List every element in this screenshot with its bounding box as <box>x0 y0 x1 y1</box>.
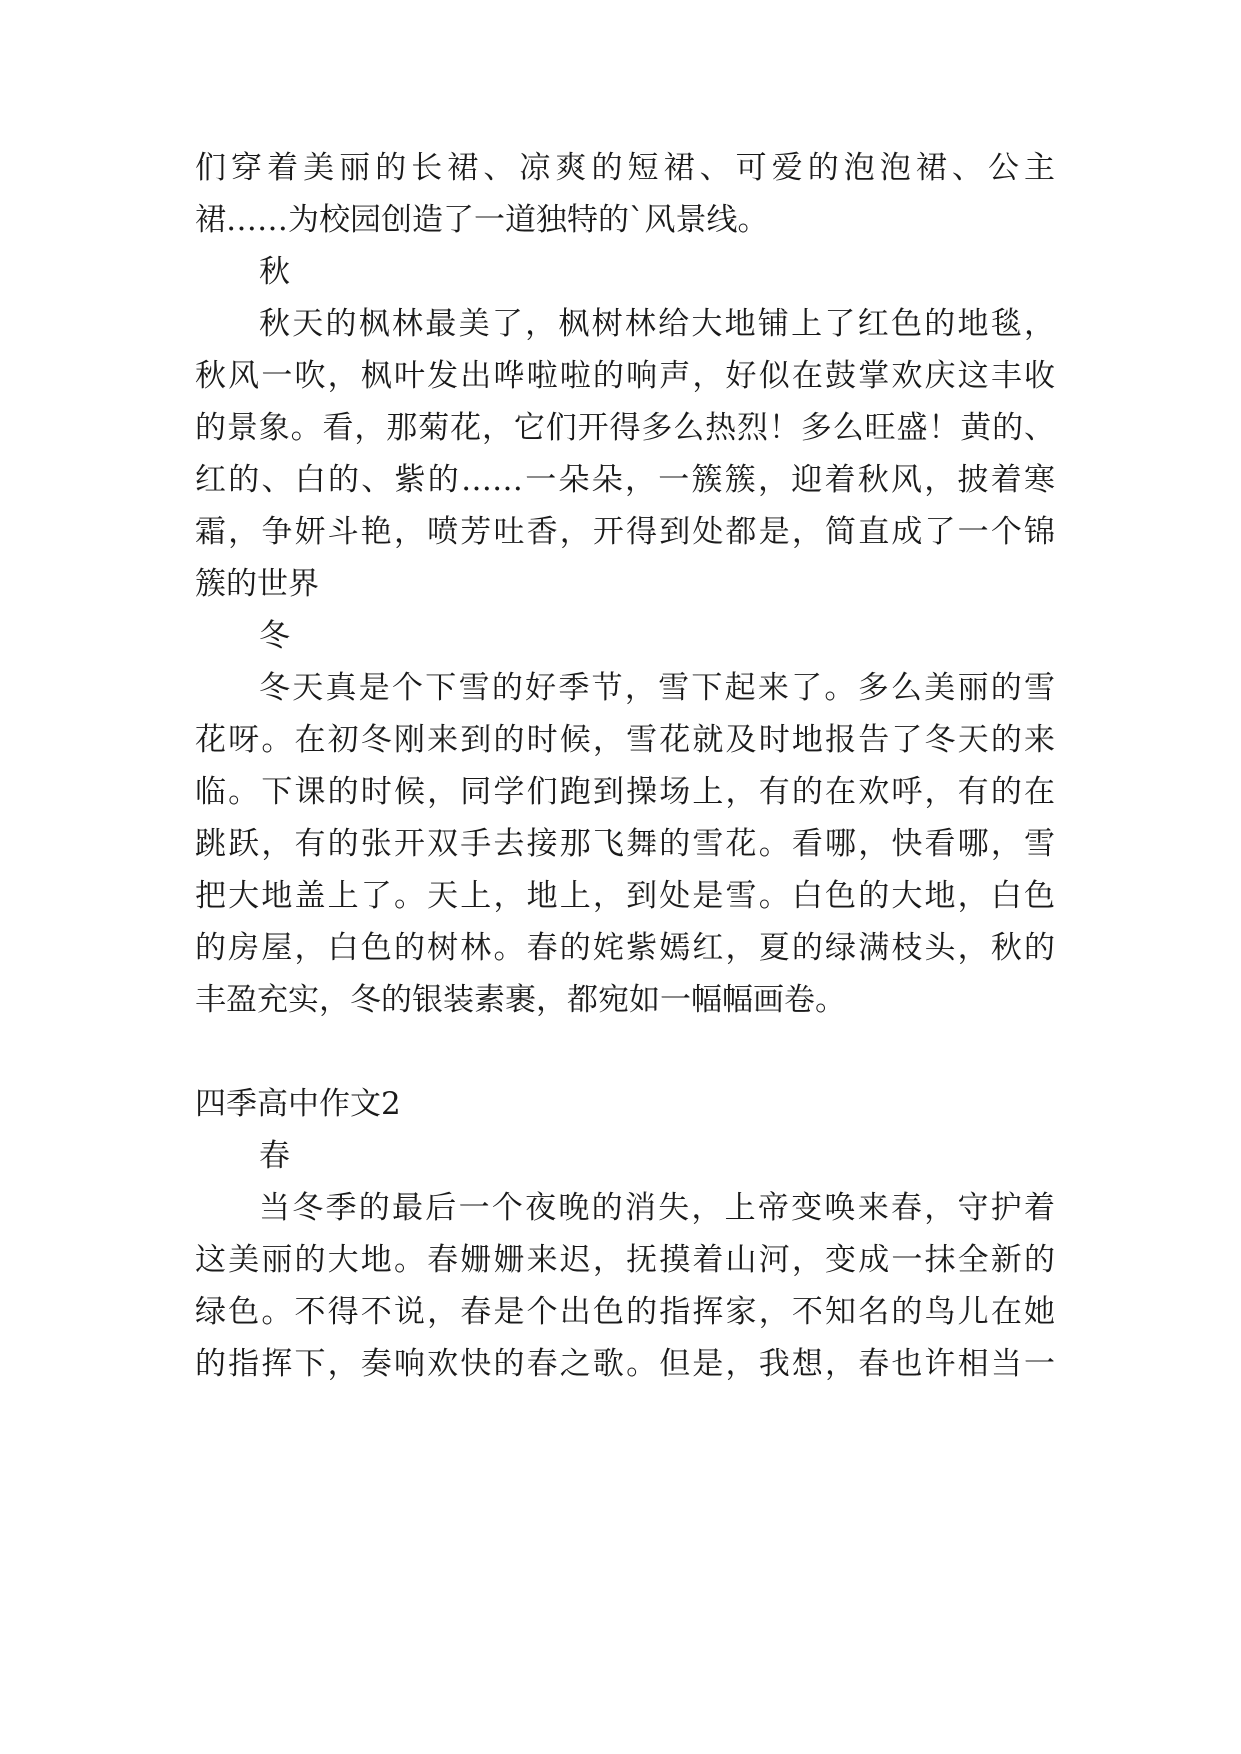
text-line: 当冬季的最后一个夜晚的消失，上帝变唤来春，守护着 <box>259 1190 1055 1226</box>
text-line: 红的、白的、紫的……一朵朵，一簇簇，迎着秋风，披着寒 <box>195 462 1055 498</box>
section-heading-spring: 春 <box>259 1138 290 1174</box>
section-heading-autumn: 秋 <box>259 254 290 290</box>
text-line: 的指挥下，奏响欢快的春之歌。但是，我想，春也许相当一 <box>195 1346 1055 1382</box>
text-line: 临。下课的时候，同学们跑到操场上，有的在欢呼，有的在 <box>195 774 1055 810</box>
text-line: 绿色。不得不说，春是个出色的指挥家，不知名的鸟儿在她 <box>195 1294 1055 1330</box>
essay-title: 四季高中作文2 <box>195 1086 401 1122</box>
text-line: 簇的世界 <box>195 566 319 602</box>
text-line: 丰盈充实，冬的银装素裹，都宛如一幅幅画卷。 <box>195 982 846 1018</box>
text-line: 秋风一吹，枫叶发出哗啦啦的响声，好似在鼓掌欢庆这丰收 <box>195 358 1055 394</box>
text-line: 跳跃，有的张开双手去接那飞舞的雪花。看哪，快看哪，雪 <box>195 826 1055 862</box>
section-heading-winter: 冬 <box>259 618 290 654</box>
text-line: 的房屋，白色的树林。春的姹紫嫣红，夏的绿满枝头，秋的 <box>195 930 1055 966</box>
text-line: 的景象。看，那菊花，它们开得多么热烈！多么旺盛！黄的、 <box>195 410 1055 446</box>
text-line: 们穿着美丽的长裙、凉爽的短裙、可爱的泡泡裙、公主 <box>195 150 1055 186</box>
text-line: 这美丽的大地。春姗姗来迟，抚摸着山河，变成一抹全新的 <box>195 1242 1055 1278</box>
text-line: 把大地盖上了。天上，地上，到处是雪。白色的大地，白色 <box>195 878 1055 914</box>
text-line: 秋天的枫林最美了，枫树林给大地铺上了红色的地毯， <box>259 306 1055 342</box>
text-line: 霜，争妍斗艳，喷芳吐香，开得到处都是，简直成了一个锦 <box>195 514 1055 550</box>
text-line: 裙……为校园创造了一道独特的`风景线。 <box>195 202 769 238</box>
text-line: 花呀。在初冬刚来到的时候，雪花就及时地报告了冬天的来 <box>195 722 1055 758</box>
text-line: 冬天真是个下雪的好季节，雪下起来了。多么美丽的雪 <box>259 670 1055 706</box>
